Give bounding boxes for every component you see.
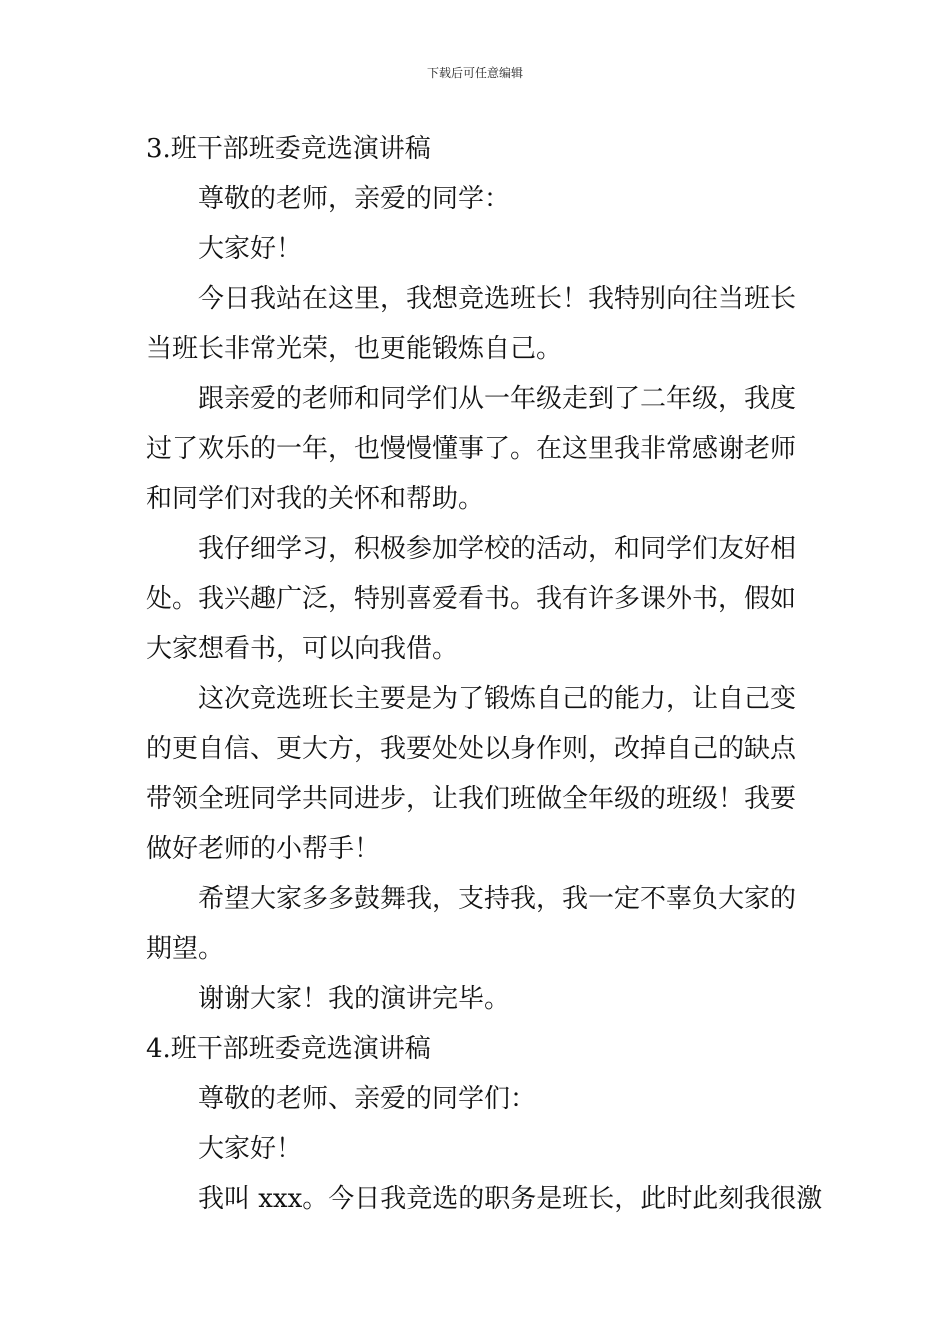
paragraph-line: 和同学们对我的关怀和帮助。 xyxy=(146,484,485,514)
paragraph-line: 我叫 xxx。今日我竞选的职务是班长，此时此刻我很激 xyxy=(198,1184,823,1214)
salutation: 尊敬的老师，亲爱的同学： xyxy=(198,184,511,214)
document-body xyxy=(146,124,823,1224)
paragraph-line: 这次竞选班长主要是为了锻炼自己的能力，让自己变 xyxy=(198,684,797,714)
salutation: 尊敬的老师、亲爱的同学们： xyxy=(198,1084,537,1114)
paragraph-line: 期望。 xyxy=(146,934,225,964)
paragraph-line: 过了欢乐的一年，也慢慢懂事了。在这里我非常感谢老师 xyxy=(146,434,797,464)
closing-line: 谢谢大家！我的演讲完毕。 xyxy=(198,984,511,1014)
paragraph-line: 做好老师的小帮手！ xyxy=(146,834,381,864)
paragraph-line: 带领全班同学共同进步，让我们班做全年级的班级！我要 xyxy=(146,784,797,814)
paragraph-line: 跟亲爱的老师和同学们从一年级走到了二年级，我度 xyxy=(198,384,797,414)
greeting: 大家好！ xyxy=(198,1134,303,1164)
paragraph-line: 我仔细学习，积极参加学校的活动，和同学们友好相 xyxy=(198,534,797,564)
paragraph-line: 当班长非常光荣，也更能锻炼自己。 xyxy=(146,334,563,364)
paragraph-line: 的更自信、更大方，我要处处以身作则，改掉自己的缺点 xyxy=(146,734,797,764)
paragraph-line: 今日我站在这里，我想竞选班长！我特别向往当班长 xyxy=(198,284,797,314)
paragraph-line: 处。我兴趣广泛，特别喜爱看书。我有许多课外书，假如 xyxy=(146,584,797,614)
paragraph-line: 希望大家多多鼓舞我，支持我，我一定不辜负大家的 xyxy=(198,884,797,914)
section-heading-3: 3.班干部班委竞选演讲稿 xyxy=(146,134,431,164)
greeting: 大家好！ xyxy=(198,234,303,264)
section-heading-4: 4.班干部班委竞选演讲稿 xyxy=(146,1034,431,1064)
paragraph-line: 大家想看书，可以向我借。 xyxy=(146,634,459,664)
page-header: 下载后可任意编辑 xyxy=(426,66,523,80)
